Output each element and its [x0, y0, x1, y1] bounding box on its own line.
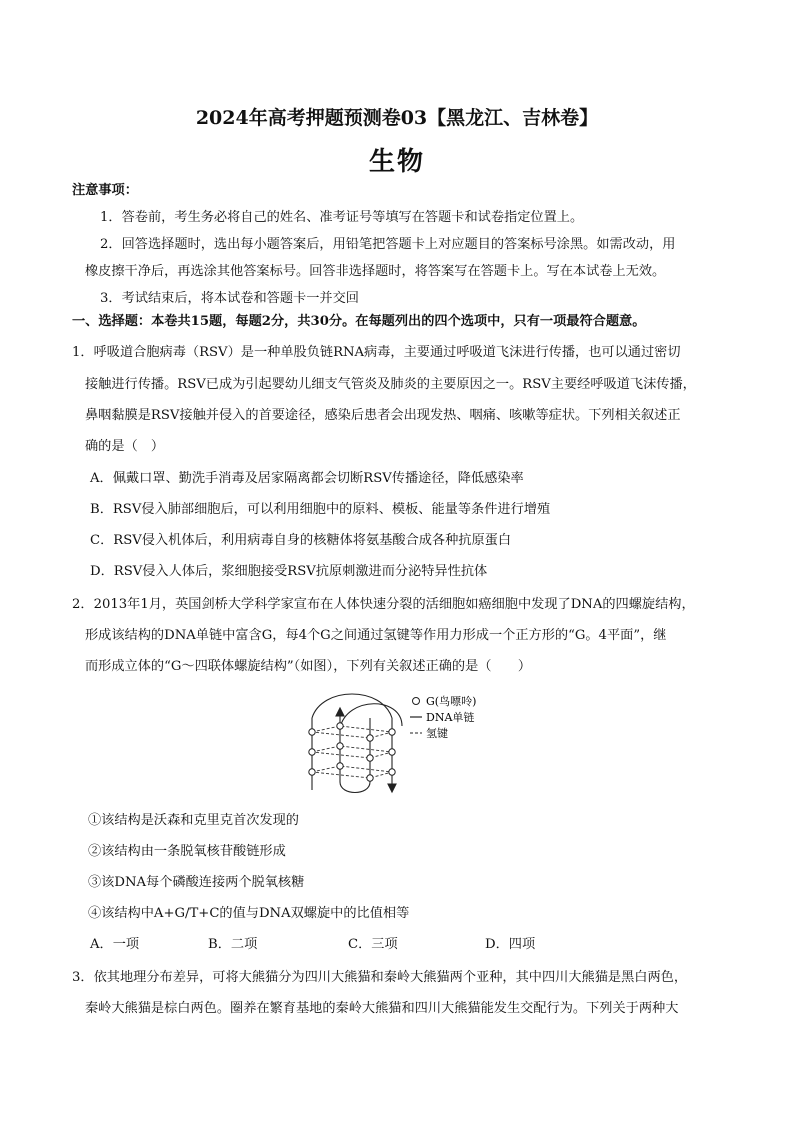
- q1-stem-line: 鼻咽黏膜是RSV接触并侵入的首要途径，感染后患者会出现发热、咽痛、咳嗽等症状。下列相关叙述正: [85, 408, 681, 423]
- q2-stem-line: 而形成立体的“G～四联体螺旋结构”（如图），下列有关叙述正确的是（ ）: [85, 659, 532, 674]
- legend-bond-label: 氢键: [426, 727, 448, 740]
- notice-heading: 注意事项：: [72, 183, 138, 198]
- q3-stem-line: 秦岭大熊猫是棕白两色。圈养在繁育基地的秦岭大熊猫和四川大熊猫能发生交配行为。下列关于两种大: [85, 1001, 679, 1016]
- guanine-node: [367, 775, 373, 781]
- legend-guanine-label: G(鸟嘌呤): [426, 695, 477, 708]
- guanine-node: [367, 755, 373, 761]
- q2-statement-1: ①该结构是沃森和克里克首次发现的: [88, 813, 299, 828]
- g-quadruplex-diagram: [302, 688, 502, 798]
- q2-option-a: A．一项: [90, 937, 140, 952]
- q1-stem-line: 接触进行传播。RSV已成为引起婴幼儿细支气管炎及肺炎的主要原因之一。RSV主要经呼吸道飞沫传播，: [85, 377, 696, 392]
- q2-option-d: D．四项: [485, 937, 536, 952]
- guanine-node: [389, 729, 395, 735]
- q2-option-b: B．二项: [208, 937, 258, 952]
- guanine-node: [309, 749, 315, 755]
- q2-stem-line: 形成该结构的DNA单链中富含G，每4个G之间通过氢键等作用力形成一个正方形的“G。4平面”，继: [85, 628, 667, 643]
- section-heading: 一、选择题：本卷共15题，每题2分，共30分。在每题列出的四个选项中，只有一项最符合题意。: [72, 314, 646, 329]
- q2-statement-3: ③该DNA每个磷酸连接两个脱氧核糖: [88, 875, 305, 890]
- guanine-node: [337, 763, 343, 769]
- guanine-node: [337, 723, 343, 729]
- q1-option-d: D．RSV侵入人体后，浆细胞接受RSV抗原刺激进而分泌特异性抗体: [90, 564, 488, 579]
- legend-strand-label: DNA单链: [426, 711, 475, 724]
- notice-item: 3．考试结束后，将本试卷和答题卡一并交回: [100, 291, 359, 306]
- guanine-node: [389, 749, 395, 755]
- q2-option-c: C．三项: [348, 937, 398, 952]
- guanine-node: [367, 735, 373, 741]
- dna-strand-loop: [340, 782, 370, 793]
- exam-title: 2024年高考押题预测卷03【黑龙江、吉林卷】: [195, 107, 599, 129]
- q2-statement-2: ②该结构由一条脱氧核苷酸链形成: [88, 844, 286, 859]
- q2-statement-4: ④该结构中A+G/T+C的值与DNA双螺旋中的比值相等: [88, 906, 410, 921]
- strand-arrow: [388, 784, 396, 792]
- legend-guanine-icon: [413, 698, 420, 705]
- q2-stem-line: 2．2013年1月，英国剑桥大学科学家宣布在人体快速分裂的活细胞如癌细胞中发现了DNA的四螺旋结构，: [72, 597, 695, 612]
- guanine-node: [389, 769, 395, 775]
- q3-stem-line: 3．依其地理分布差异，可将大熊猫分为四川大熊猫和秦岭大熊猫两个亚种，其中四川大熊猫是黑白两色，: [72, 970, 688, 985]
- q1-stem-line: 1．呼吸道合胞病毒（RSV）是一种单股负链RNA病毒，主要通过呼吸道飞沫进行传播，也可以通过密切: [72, 345, 681, 360]
- q1-option-b: B．RSV侵入肺部细胞后，可以利用细胞中的原料、模板、能量等条件进行增殖: [90, 502, 551, 517]
- subject-title: 生物: [368, 147, 425, 177]
- hydrogen-bond-planes: [312, 726, 392, 778]
- guanine-node: [309, 769, 315, 775]
- notice-item: 橡皮擦干净后，再选涂其他答案标号。回答非选择题时，将答案写在答题卡上。写在本试卷上无效。: [85, 264, 666, 279]
- notice-item: 2．回答选择题时，选出每小题答案后，用铅笔把答题卡上对应题目的答案标号涂黑。如需改动，用: [100, 237, 676, 252]
- guanine-node: [337, 743, 343, 749]
- q1-option-a: A．佩戴口罩、勤洗手消毒及居家隔离都会切断RSV传播途径，降低感染率: [90, 471, 524, 486]
- dna-strand-arc: [340, 704, 402, 728]
- dna-strand-arc: [312, 694, 392, 718]
- strand-arrow: [336, 708, 344, 716]
- guanine-node: [309, 729, 315, 735]
- q1-stem-line: 确的是（ ）: [85, 439, 165, 454]
- notice-item: 1．答卷前，考生务必将自己的姓名、准考证号等填写在答题卡和试卷指定位置上。: [100, 210, 584, 225]
- q1-option-c: C．RSV侵入机体后，利用病毒自身的核糖体将氨基酸合成各种抗原蛋白: [90, 533, 512, 548]
